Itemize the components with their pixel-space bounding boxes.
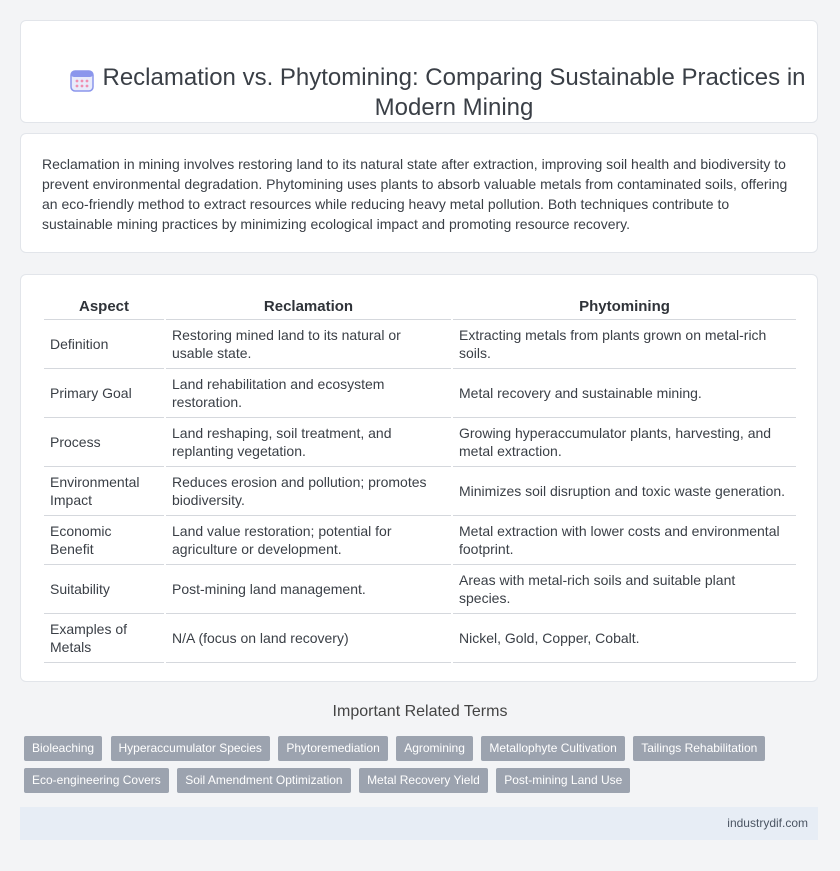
cell-aspect: Economic Benefit	[44, 516, 164, 565]
cell-aspect: Definition	[44, 320, 164, 369]
tag-bioleaching[interactable]: Bioleaching	[24, 736, 102, 761]
cell-phytomining: Minimizes soil disruption and toxic waste generation.	[453, 467, 796, 516]
tag-agromining[interactable]: Agromining	[396, 736, 473, 761]
table-row	[44, 369, 796, 418]
cell-phytomining: Metal extraction with lower costs and environmental footprint.	[453, 516, 796, 565]
cell-phytomining: Areas with metal-rich soils and suitable plant species.	[453, 565, 796, 614]
table-row	[44, 320, 796, 369]
cell-reclamation: Post-mining land management.	[166, 565, 451, 614]
tag-tailings-rehabilitation[interactable]: Tailings Rehabilitation	[633, 736, 765, 761]
cell-phytomining: Growing hyperaccumulator plants, harvesting, and metal extraction.	[453, 418, 796, 467]
tag-metallophyte-cultivation[interactable]: Metallophyte Cultivation	[481, 736, 624, 761]
intro-card	[20, 133, 818, 253]
table-row	[44, 614, 796, 663]
cell-phytomining: Nickel, Gold, Copper, Cobalt.	[453, 614, 796, 663]
cell-reclamation: Land reshaping, soil treatment, and replanting vegetation.	[166, 418, 451, 467]
title-card	[20, 20, 818, 123]
cell-aspect: Suitability	[44, 565, 164, 614]
related-terms-list	[24, 736, 804, 800]
comparison-table	[42, 293, 798, 663]
cell-reclamation: N/A (focus on land recovery)	[166, 614, 451, 663]
header-reclamation: Reclamation	[166, 293, 451, 320]
tag-phytoremediation[interactable]: Phytoremediation	[278, 736, 387, 761]
cell-reclamation: Restoring mined land to its natural or usable state.	[166, 320, 451, 369]
header-phytomining: Phytomining	[453, 293, 796, 320]
table-row	[44, 565, 796, 614]
cell-aspect: Environmental Impact	[44, 467, 164, 516]
cell-phytomining: Extracting metals from plants grown on metal-rich soils.	[453, 320, 796, 369]
header-aspect: Aspect	[44, 293, 164, 320]
tag-metal-recovery-yield[interactable]: Metal Recovery Yield	[359, 768, 488, 793]
cell-aspect: Process	[44, 418, 164, 467]
cell-phytomining: Metal recovery and sustainable mining.	[453, 369, 796, 418]
table-row	[44, 418, 796, 467]
cell-aspect: Examples of Metals	[44, 614, 164, 663]
intro-text: Reclamation in mining involves restoring land to its natural state after extraction, improving soil health and biodiversity to prevent environmental degradation. Phytomining uses plants to absorb valuable metals from contaminated soils, offering an eco-friendly method to extract resources while reducing heavy metal pollution. Both techniques contribute to sustainable mining practices by minimizing ecological impact and promoting resource recovery.	[42, 156, 788, 232]
table-header-row	[44, 293, 796, 320]
tag-hyperaccumulator-species[interactable]: Hyperaccumulator Species	[111, 736, 270, 761]
page-title: Reclamation vs. Phytomining: Comparing Sustainable Practices in Modern Mining	[102, 64, 806, 121]
tag-eco-engineering-covers[interactable]: Eco-engineering Covers	[24, 768, 169, 793]
cell-aspect: Primary Goal	[44, 369, 164, 418]
comparison-card	[20, 274, 818, 682]
related-terms-title: Important Related Terms	[332, 703, 508, 720]
calendar-icon	[68, 66, 96, 94]
table-row	[44, 467, 796, 516]
tag-soil-amendment-optimization[interactable]: Soil Amendment Optimization	[177, 768, 350, 793]
cell-reclamation: Land rehabilitation and ecosystem restoration.	[166, 369, 451, 418]
cell-reclamation: Land value restoration; potential for agriculture or development.	[166, 516, 451, 565]
footer	[20, 807, 818, 840]
tag-post-mining-land-use[interactable]: Post-mining Land Use	[496, 768, 630, 793]
cell-reclamation: Reduces erosion and pollution; promotes biodiversity.	[166, 467, 451, 516]
table-row	[44, 516, 796, 565]
footer-site[interactable]: industrydif.com	[727, 816, 808, 830]
